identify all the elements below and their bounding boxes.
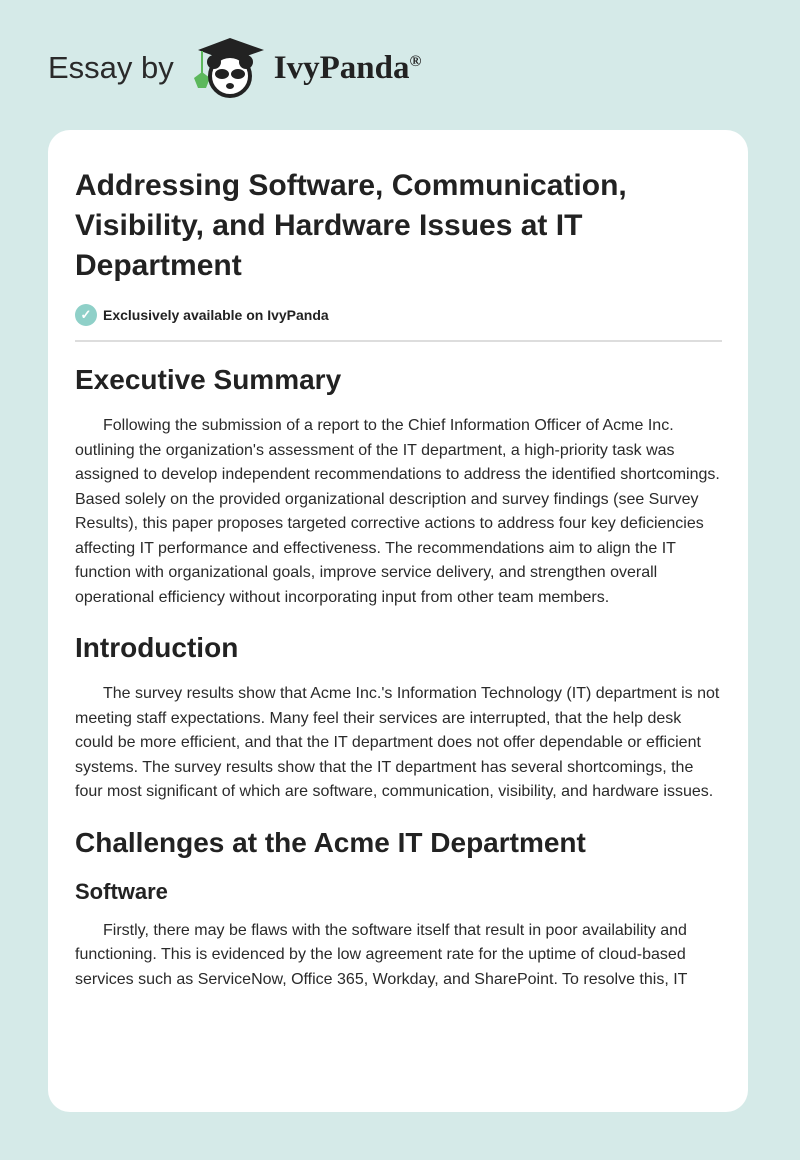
badge-text: Exclusively available on IvyPanda xyxy=(103,307,329,323)
panda-logo-icon[interactable] xyxy=(188,36,266,100)
subsection-heading: Software xyxy=(75,878,168,904)
essay-card xyxy=(48,130,748,1112)
essay-by-label: Essay by xyxy=(48,50,174,85)
section-heading: Challenges at the Acme IT Department xyxy=(75,826,586,858)
site-header xyxy=(48,36,421,100)
brand-name[interactable]: IvyPanda® xyxy=(273,49,422,86)
check-icon: ✓ xyxy=(75,304,97,326)
section-paragraph: The survey results show that Acme Inc.'s Information Technology (IT) department is not meeting staff expectations. Many feel their services are interrupted, that the help desk could be more efficient, and that the IT department does not offer dependable or efficient systems. The survey results show that the IT department has several shortcomings, the four most significant of which are software, communication, visibility, and hardware issues. xyxy=(75,685,720,800)
section-paragraph: Firstly, there may be flaws with the software itself that result in poor availability and functioning. This is evidenced by the low agreement rate for the uptime of cloud-based services such as ServiceNow, Office 365, Workday, and SharePoint. To resolve this, IT xyxy=(75,921,688,988)
essay-title: Addressing Software, Communication, Visibility, and Hardware Issues at IT Department xyxy=(75,169,627,282)
divider xyxy=(75,340,722,342)
exclusive-badge xyxy=(75,304,722,326)
section-paragraph: Following the submission of a report to the Chief Information Officer of Acme Inc. outlining the organization's assessment of the IT department, a high-priority task was assigned to develop independent recommendations to address the identified shortcomings. Based solely on the provided organizational description and survey findings (see Survey Results), this paper proposes targeted corrective actions to address four key deficiencies affecting IT performance and effectiveness. The recommendations aim to align the IT function with organizational goals, improve service delivery, and strengthen overall operational efficiency without incorporating input from other team members. xyxy=(75,417,720,606)
section-heading: Introduction xyxy=(75,632,239,663)
section-heading: Executive Summary xyxy=(75,364,342,395)
